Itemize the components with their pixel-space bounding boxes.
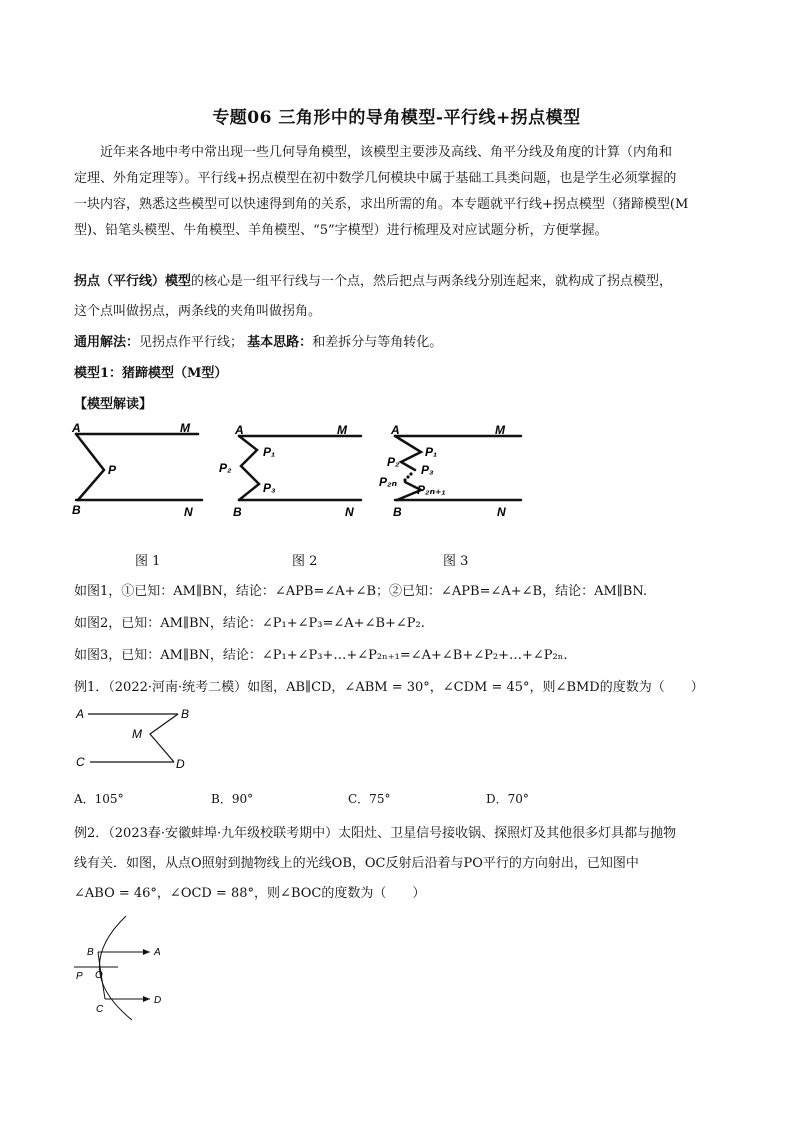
core-definition-line-2: 这个点叫做拐点，两条线的夹角叫做拐角。 (74, 304, 322, 319)
example-1-diagram (74, 702, 204, 774)
label-b: B (393, 505, 402, 519)
model-reading-heading: 【模型解读】 (74, 397, 153, 412)
label-m: M (180, 421, 190, 435)
label-p2n: P₂ₙ (379, 475, 398, 489)
general-method-line (74, 331, 442, 350)
label-n: N (345, 505, 354, 519)
page-title: 专题06 三角形中的导角模型-平行线+拐点模型 (212, 108, 581, 128)
example-1-option-d: D．70° (486, 792, 529, 806)
label-m: M (337, 423, 347, 437)
label-b: B (233, 505, 242, 519)
label-b: B (72, 503, 81, 517)
model-1-heading: 模型1：猪蹄模型（M型） (74, 366, 228, 381)
label-p: P (108, 463, 117, 477)
general-method-text: 见拐点作平行线； (139, 335, 244, 350)
label-m: M (495, 423, 505, 437)
label-a: A (154, 947, 161, 958)
label-p1: P₁ (263, 445, 276, 459)
figure-1-diagram (70, 420, 220, 520)
figure-2-diagram (215, 420, 375, 520)
label-c: C (96, 1004, 104, 1015)
label-a: A (72, 421, 81, 435)
core-definition-text: 的核心是一组平行线与一个点，然后把点与两条线分别连起来，就构成了拐点模型， (191, 274, 673, 289)
arrow-d-icon (143, 996, 150, 1002)
basic-idea-label: 基本思路： (247, 335, 313, 350)
statement-figure-2: 如图2，已知：AM∥BN，结论：∠P₁+∠P₃=∠A+∠B+∠P₂. (74, 616, 425, 631)
label-p1: P₁ (425, 445, 438, 459)
label-d: D (176, 757, 185, 771)
general-method-label: 通用解法： (74, 335, 140, 350)
statement-figure-3: 如图3，已知：AM∥BN，结论：∠P₁+∠P₃+…+∠P₂ₙ₊₁=∠A+∠B+∠P₂+…+∠P₂ₙ. (74, 648, 568, 663)
arrow-a-icon (143, 949, 150, 955)
label-b: B (181, 707, 190, 721)
example-1-option-b: B．90° (211, 792, 254, 806)
continuation-dots (403, 472, 412, 481)
core-definition-line-1 (74, 270, 672, 289)
label-p: P (76, 971, 83, 982)
fold-apb (76, 434, 104, 500)
intro-line-2: 定理、外角定理等）。平行线+拐点模型在初中数学几何模块中属于基础工具类问题，也是学生必须掌握的 (74, 171, 677, 186)
label-p2: P₂ (387, 455, 400, 469)
label-b: B (87, 947, 94, 958)
basic-idea-text: 和差拆分与等角转化。 (312, 335, 443, 350)
intro-line-1: 近年来各地中考中常出现一些几何导角模型，该模型主要涉及高线、角平分线及角度的计算（内角和 (100, 145, 673, 160)
label-p2n-plus-1: P₂ₙ₊₁ (417, 483, 446, 497)
label-m: M (132, 727, 142, 741)
label-d: D (154, 995, 162, 1006)
intro-line-4: 型)、铅笔头模型、牛角模型、羊角模型、“5”字模型）进行梳理及对应试题分析，方便掌握。 (74, 223, 608, 238)
figure-3-diagram (375, 420, 535, 520)
figure-1-caption: 图 1 (135, 554, 161, 569)
statement-figure-1: 如图1，①已知：AM∥BN，结论：∠APB=∠A+∠B；②已知：∠APB=∠A+∠B，结论：AM∥BN. (74, 584, 648, 599)
label-p2: P₂ (219, 461, 232, 475)
zigzag-p1-p2-p3 (239, 436, 259, 500)
parabola (99, 916, 132, 1020)
label-o: O (95, 970, 103, 981)
label-a: A (391, 423, 400, 437)
example-2-line-3: ∠ABO = 46°，∠OCD = 88°，则∠BOC的度数为（ ） (74, 886, 426, 901)
example-2-diagram (70, 912, 180, 1024)
example-1-option-a: A．105° (74, 792, 124, 806)
label-a: A (76, 707, 85, 721)
label-n: N (497, 505, 506, 519)
label-a: A (235, 423, 244, 437)
figure-3-caption: 图 3 (443, 554, 469, 569)
example-1-option-c: C．75° (348, 792, 391, 806)
example-2-line-2: 线有关．如图，从点O照射到抛物线上的光线OB，OC反射后沿着与PO平行的方向射出，已知图中 (74, 856, 639, 871)
label-n: N (184, 505, 193, 519)
label-p3: P₃ (421, 463, 434, 477)
core-definition-term: 拐点（平行线）模型 (74, 274, 192, 289)
example-2-line-1: 例2．（2023春·安徽蚌埠·九年级校联考期中）太阳灶、卫星信号接收锅、探照灯及其他很多灯具都与抛物 (74, 826, 677, 841)
example-1-question: 例1．（2022·河南·统考二模）如图，AB∥CD，∠ABM = 30°，∠CDM = 45°，则∠BMD的度数为（ ） (74, 680, 704, 695)
label-p3: P₃ (263, 481, 276, 495)
intro-line-3: 一块内容，熟悉这些模型可以快速得到角的关系，求出所需的角。本专题就平行线+拐点模型（猪蹄模型(M (74, 197, 689, 212)
figure-2-caption: 图 2 (292, 554, 318, 569)
label-c: C (76, 755, 85, 769)
fold-bmd (150, 714, 178, 762)
